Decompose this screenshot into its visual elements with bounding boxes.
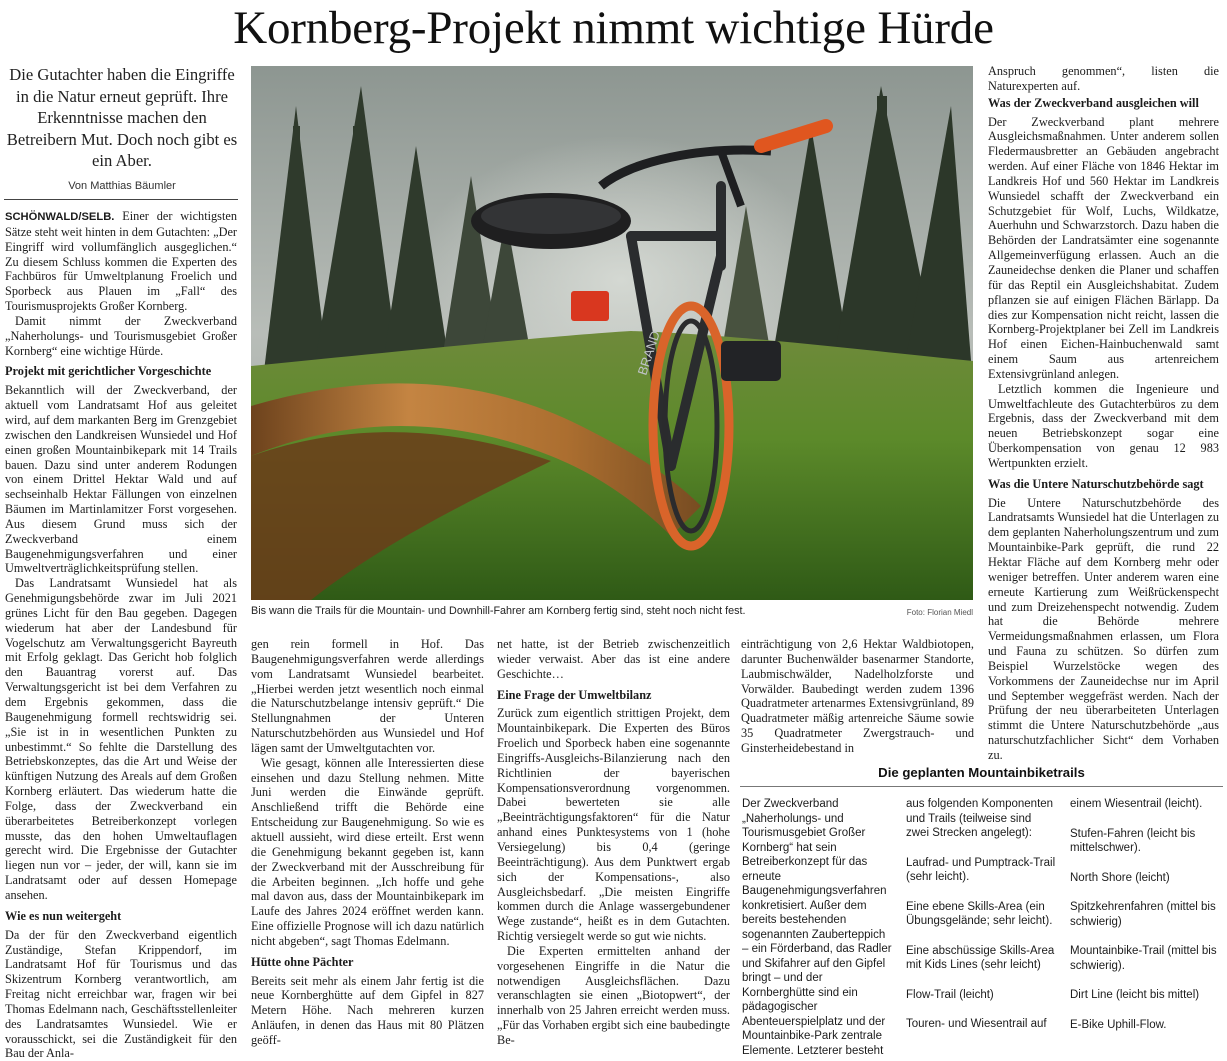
article-photo	[251, 66, 973, 600]
infobox-divider	[740, 786, 1223, 787]
trail-item: Eine ebene Skills-Area (ein Übungsgelände; sehr leicht).	[906, 900, 1053, 927]
trail-item: Mountainbike-Trail (mittel bis schwierig).	[1070, 945, 1217, 972]
subheading: Hütte ohne Pächter	[251, 954, 354, 969]
lead-text: Die Gutachter haben die Eingriffe in die Natur erneut geprüft. Ihre Erkenntnisse machen den Betreibern Mut. Doch noch gibt es ein Aber.	[6, 65, 238, 170]
paragraph: Bereits seit mehr als einem Jahr fertig ist die neue Kornberghütte auf dem Gipfel in 827 Metern Höhe. Nach mehreren kurzen Anläufen, in denen das Haus mit 80 Plätzen geöff-	[251, 973, 484, 1047]
headline: Kornberg-Projekt nimmt wichtige Hürde	[233, 2, 994, 54]
trail-item: Flow-Trail (leicht)	[906, 988, 994, 1001]
paragraph: Die Untere Naturschutzbehörde des Landratsamts Wunsiedel hat die Unterlagen zu dem geplanten Naherholungszentrum und zum Mountainbike-Park geprüft, die rund 22 Hektar Fläche auf dem Kornberg mehr oder weniger betreffen. Unter anderem waren eine erneute Kartierung zum Weißrückenspecht und zum Dreizehenspecht notwendig. Zudem hat die Behörde mehrere Vermeidungsmaßnahmen erlassen, um Flora und Fauna zu schützen. So dürfen zum Beispiel Wurzelstöcke wegen des Vorkommens der Zauneidechse nur im April und September weggefräst werden. Nach der Prüfung der neu überarbeiteten Unterlagen stimmt die Untere Naturschutzbehörde „aus naturschutzfachlicher Sicht“ dem Vorhaben zu.	[988, 495, 1219, 762]
trail-item: Dirt Line (leicht bis mittel)	[1070, 989, 1200, 1001]
article-column-2	[251, 637, 484, 1048]
paragraph: Da der für den Zweckverband eigentlich Zuständige, Stefan Krippendorf, im Landratsamt Hof für Tourismus und das Skizentrum Kornberg verantwortlich, am Freitag nicht erreichbar war, fragen wir bei Thomas Edelmann nach, Geschäftsstellenleiter des Landratsamtes Wunsiedel. Wie er vorausschickt, sei die Zuständigkeit für den Bau der Anla-	[5, 927, 237, 1061]
paragraph	[5, 209, 237, 314]
photo-credit: Foto: Florian Miedl	[906, 608, 973, 617]
article-column-4	[741, 637, 974, 756]
infobox-title: Die geplanten Mountainbiketrails	[878, 765, 1085, 780]
bike-in-forest-photo	[251, 66, 973, 600]
paragraph: Das Landratsamt Wunsiedel hat als Genehmigungsbehörde zwar im Juli 2021 grünes Licht für den Bau gegeben. Dagegen wiederum hat aber der Landesbund für Vogelschutz am Verwaltungsgericht Bayreuth mit Erfolg geklagt. Das Gericht hob folglich den Bauantrag vorerst auf. Das Verwaltungsgericht ist bei dem Verfahren zu dem Ergebnis gekommen, dass die Baugenehmigung formell rechtswidrig sei. „Sie ist in in wesentlichen Punkten zu unbestimmt.“ So fehlte die Darstellung des Betriebskonzeptes, das die Art und Weise der künftigen Nutzung des Areals auf dem Großen Kornberg erläutert. Das wiederum hatte die Folge, dass der Zweckverband ein überarbeitetes Betreiberkonzept vorlegen musste, das den hohen Umweltauflagen gerecht wird. Die Ergebnisse der Gutachter liegen nun vor – jeder, der will, kann sie im Landratsamt oder auf dessen Homepage ansehen.	[5, 576, 237, 902]
paragraph-text: Einer der wichtigsten Sätze steht weit hinten in dem Gutachten: „Der Eingriff wird vollumfänglich ausgeglichen.“ Zu diesem Schluss kommen die Experten des Fachbüros für Umweltplanung Froelich und Sporbeck aus Plauen im „Fall“ des Tourismusprojekts Großer Kornberg.	[5, 209, 237, 314]
infobox-text: Der Zweckverband „Naherholungs- und Tourismusgebiet Großer Kornberg“ hat sein Betreiberkonzept für das erneute Baugenehmigungsverfahren konkretisiert. Außer dem bereits bestehenden sogenannten Zauberteppich – ein Förderband, das Radler und Skifahrer auf den Gipfel bringt – und der Kornberghütte sind ein pädagogischer Abenteuerspielplatz und der Mountainbike-Park zentrale Elemente. Letzterer besteht	[742, 798, 892, 1057]
dateline: SCHÖNWALD/SELB.	[5, 211, 115, 223]
subheading: Was die Untere Naturschutzbehörde sagt	[988, 476, 1204, 491]
subheading: Wie es nun weitergeht	[5, 908, 122, 923]
paragraph: Zurück zum eigentlich strittigen Projekt, dem Mountainbikepark. Die Experten des Büros Froelich und Sporbeck haben eine sogenannte Eingriffs-Ausgleichs-Bilanzierung nach den Richtlinien der bayerischen Kompensationsverordnung vorgenommen. Dabei bewerteten sie alle „Beeinträchtigungsfaktoren“ für die Natur anhand eines Punktesystems von 1 (hohe Versiegelung) bis 0,4 (geringe Beeinträchtigung). Aus dem Punktwert ergab sich der Kompensations-, also Ausgleichsbedarf. „Die meisten Eingriffe kommen durch die Anlage wassergebundener Wege zustande“, heißt es in dem Gutachten. Richtig versiegelt werde so gut wie nichts.	[497, 706, 730, 944]
subheading: Projekt mit gerichtlicher Vorgeschichte	[5, 364, 212, 379]
paragraph: Letztlich kommen die Ingenieure und Umweltfachleute des Gutachterbüros zu dem Ergebnis, dass der Zweckverband mit dem neuen Betriebskonzept sogar eine Überkompensation von genau 12 983 Wertpunkten erzielt.	[988, 381, 1219, 470]
paragraph: Anspruch genommen“, listen die Naturexperten auf.	[988, 64, 1219, 93]
divider	[4, 199, 238, 200]
paragraph: einträchtigung von 2,6 Hektar Waldbiotopen, darunter Buchenwälder basenarmer Standorte, Laubmischwälder, Nadelholzforste und Vorwälder. Baubedingt werden zudem 1396 Quadratmeter artenarmes Extensivgrünland, 89 Quadratmeter mäßig artenreiche Säume sowie 35 Quadratmeter Zwergstrauch- und Ginsterheidebestand in	[741, 637, 974, 755]
trail-item: Stufen-Fahren (leicht bis mittelschwer).	[1070, 827, 1196, 854]
trail-item: E-Bike Uphill-Flow.	[1070, 1018, 1167, 1031]
trail-item: Touren- und Wiesentrail auf	[906, 1018, 1047, 1030]
bike-logo: BRAND	[634, 329, 663, 377]
subheading: Eine Frage der Umweltbilanz	[497, 687, 652, 702]
article-column-1	[5, 209, 237, 1061]
article-column-3	[497, 637, 730, 1048]
trail-item: Spitzkehrenfahren (mittel bis schwierig)	[1070, 901, 1216, 928]
trail-item: einem Wiesentrail (leicht).	[1070, 798, 1203, 810]
article-column-5	[988, 64, 1219, 763]
trail-item: Laufrad- und Pumptrack-Trail (sehr leicht).	[906, 856, 1056, 883]
paragraph: Die Experten ermittelten anhand der vorgesehenen Eingriffe in die Natur die notwendigen Ausgleichsflächen. Dazu veranschlagten sie einen „Biotopwert“, der innerhalb von 25 Jahren erreicht werden muss. „Für das Vorhaben ergibt sich eine baubedingte Be-	[497, 943, 730, 1047]
infobox-column-1	[742, 797, 892, 1058]
paragraph: Bekanntlich will der Zweckverband, der aktuell vom Landratsamt Hof aus geleitet wird, auf dem markanten Berg im Grenzgebiet zwischen den Landkreisen Wunsiedel und Hof einen großen Mountainbikepark mit 14 Trails bauen. Dazu sind unter anderem Rodungen von einem Drittel Hektar Wald und auf sechseinhalb Hektar Fällungen von einzelnen Bäumen im Martinlamitzer Forst vorgesehen. Aus diesem Grund muss sich der Zweckverband einem Baugenehmigungsverfahren und einer Umweltverträglichkeitsprüfung stellen.	[5, 383, 237, 576]
paragraph: Der Zweckverband plant mehrere Ausgleichsmaßnahmen. Unter anderem sollen Fledermausbretter an Gebäuden angebracht werden. Auf einer Fläche von 1846 Hektar im Landkreis Hof und 560 Hektar im Landkreis Wunsiedel schafft der Zweckverband ein Schutzgebiet für Wolf, Luchs, Wildkatze, Auerhuhn und Schwarzstorch. Dazu haben die Behörden der Landratsämter eine sogenannte Allgemeinverfügung erlassen. Auch an die Zauneidechse denken die Planer und schaffen für das Reptil ein Ausgleichshabitat. Zudem pflanzen sie auf einigen Flächen Bärlapp. Da dies zur Kompensation nicht reicht, lassen die Kornberg-Projektplaner bei Zell im Landkreis Hof einen Eichen-Hainbuchenwald samt einem Saum aus artenreichem Extensivgrünland anlegen.	[988, 114, 1219, 381]
infobox-column-3	[1070, 797, 1220, 1047]
trail-item: aus folgenden Komponenten und Trails (teilweise sind zwei Strecken angelegt):	[906, 798, 1054, 839]
trail-item: Eine abschüssige Skills-Area mit Kids Lines (sehr leicht)	[906, 944, 1055, 971]
paragraph: Wie gesagt, können alle Interessierten diese einsehen und dazu Stellung nehmen. Mitte Juni werden die Einwände geprüft. Anschließend trifft die Behörde eine Entscheidung zur Baugenehmigung. So wie es aktuell aussieht, wird diese erteilt. Erst wenn die Genehmigung bekannt gegeben ist, kann der Zweckverband mit der Ausschreibung für die Arbeiten beginnen. „Ich hoffe und gehe mal davon aus, dass der Mountainbikepark im Laufe des Jahres 2024 eröffnet werden kann. Eine offizielle Prognose will ich dazu natürlich nicht abgeben“, sagt Thomas Edelmann.	[251, 755, 484, 948]
paragraph: gen rein formell in Hof. Das Baugenehmigungsverfahren werde allerdings vom Landratsamt Wunsiedel bearbeitet. „Hierbei werden jetzt wesentlich noch einmal die Naturschutzbelange intensiv geprüft.“ Die Stellungnahmen der Unteren Naturschutzbehörden aus Wunsiedel und Hof lägen samt der Umweltgutachten vor.	[251, 637, 484, 755]
subheading: Was der Zweckverband ausgleichen will	[988, 95, 1199, 110]
photo-caption: Bis wann die Trails für die Mountain- und Downhill-Fahrer am Kornberg fertig sind, steht noch nicht fest.	[251, 605, 746, 617]
author-line: Von Matthias Bäumler	[68, 180, 176, 192]
trail-item: North Shore (leicht)	[1070, 871, 1170, 884]
paragraph: Damit nimmt der Zweckverband „Naherholungs- und Tourismusgebiet Großer Kornberg“ eine wichtige Hürde.	[5, 313, 237, 358]
paragraph: net hatte, ist der Betrieb zwischenzeitlich wieder verwaist. Aber das ist eine andere Geschichte…	[497, 637, 730, 681]
infobox-column-2	[906, 797, 1056, 1047]
